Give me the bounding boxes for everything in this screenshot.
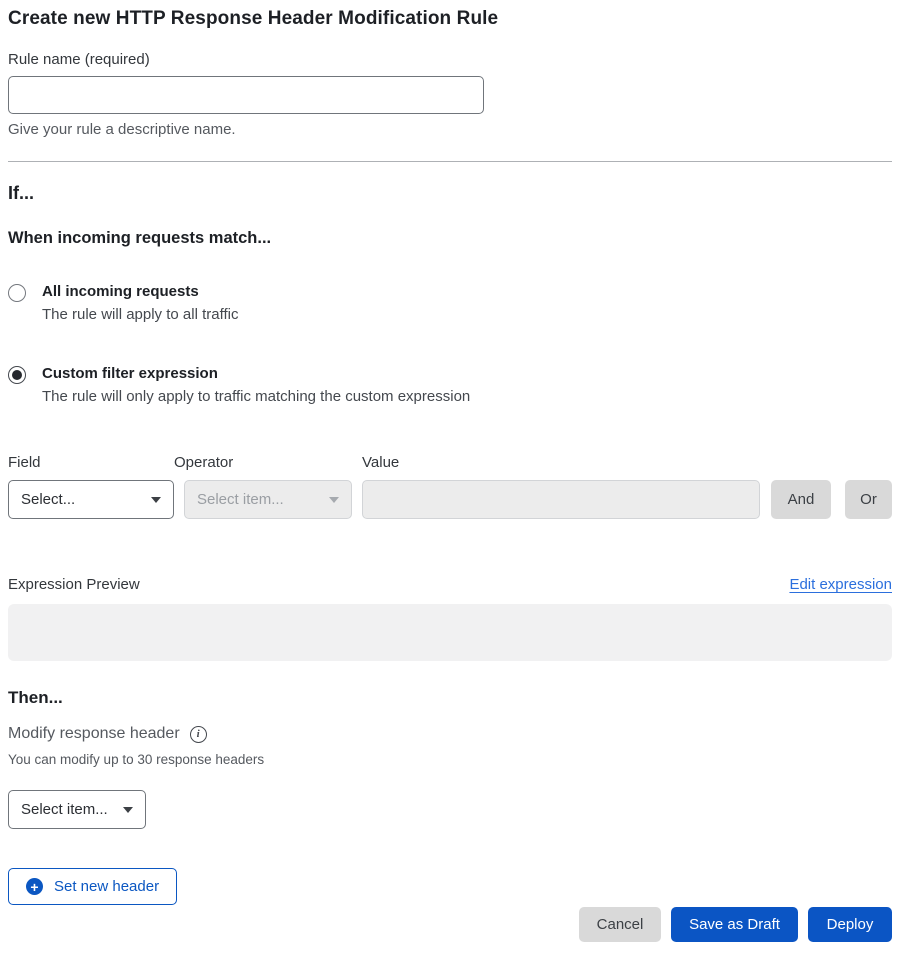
or-button[interactable]: Or	[845, 480, 892, 519]
rule-name-helper: Give your rule a descriptive name.	[8, 121, 236, 138]
footer-actions	[8, 907, 892, 942]
radio-label-custom-expression: Custom filter expression	[42, 365, 218, 382]
expression-preview-label: Expression Preview	[8, 576, 140, 593]
set-new-header-button[interactable]	[8, 868, 177, 905]
radio-desc-all-requests: The rule will apply to all traffic	[42, 306, 239, 323]
expression-preview-box	[8, 604, 892, 661]
value-input[interactable]	[362, 480, 760, 519]
header-action-select-value: Select item...	[21, 801, 108, 818]
plus-circle-icon: +	[26, 878, 43, 895]
if-section-heading: If...	[8, 183, 34, 203]
then-section-heading: Then...	[8, 688, 63, 707]
modify-header-helper: You can modify up to 30 response headers	[8, 752, 265, 767]
save-as-draft-button[interactable]: Save as Draft	[671, 907, 798, 942]
modify-response-header-label: Modify response header	[8, 725, 180, 742]
expression-preview-header	[8, 576, 892, 593]
radio-unselected-icon[interactable]	[8, 284, 26, 302]
radio-desc-custom-expression: The rule will only apply to traffic matching the custom expression	[42, 388, 471, 405]
chevron-down-icon	[151, 497, 161, 503]
value-label: Value	[362, 454, 400, 471]
radio-selected-icon[interactable]	[8, 366, 26, 384]
info-icon[interactable]: i	[190, 726, 207, 743]
rule-name-input[interactable]	[8, 76, 484, 114]
operator-select[interactable]	[184, 480, 352, 519]
operator-label: Operator	[174, 454, 234, 471]
radio-option-custom-expression[interactable]	[8, 365, 892, 405]
radio-option-all-requests[interactable]	[8, 283, 892, 323]
deploy-button[interactable]: Deploy	[808, 907, 892, 942]
match-subheading: When incoming requests match...	[8, 229, 272, 247]
and-button[interactable]: And	[771, 480, 831, 519]
cancel-button[interactable]: Cancel	[579, 907, 661, 942]
edit-expression-link[interactable]: Edit expression	[789, 576, 892, 593]
page-title: Create new HTTP Response Header Modification Rule	[8, 8, 499, 29]
radio-label-all-requests: All incoming requests	[42, 283, 199, 300]
field-select[interactable]	[8, 480, 174, 519]
header-action-select[interactable]	[8, 790, 146, 829]
chevron-down-icon	[123, 807, 133, 813]
field-label: Field	[8, 454, 41, 471]
rule-name-label: Rule name (required)	[8, 51, 150, 68]
chevron-down-icon	[329, 497, 339, 503]
field-select-value: Select...	[21, 491, 76, 508]
expression-builder-row	[8, 454, 892, 519]
set-new-header-label: Set new header	[54, 878, 160, 895]
operator-select-value: Select item...	[197, 491, 284, 508]
section-divider	[8, 161, 892, 162]
